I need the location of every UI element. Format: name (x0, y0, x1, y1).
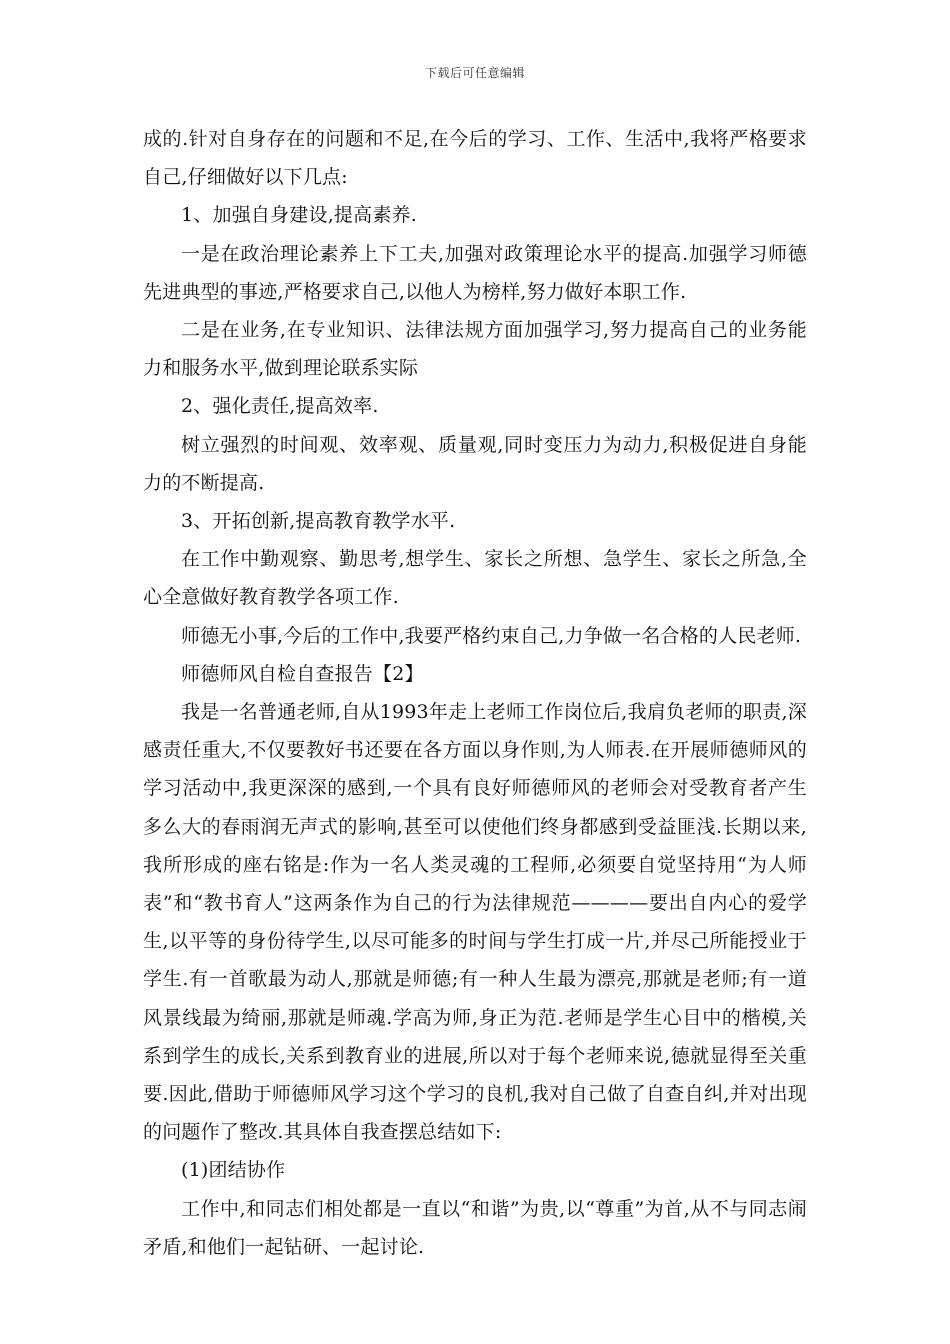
paragraph: 二是在业务,在专业知识、法律法规方面加强学习,努力提高自己的业务能力和服务水平,做到理论联系实际 (143, 319, 807, 380)
paragraph-continuation: 成的.针对自身存在的问题和不足,在今后的学习、工作、生活中,我将严格要求自己,仔细做好以下几点: (143, 128, 807, 189)
paragraph: 我是一名普通老师,自从1993年走上老师工作岗位后,我肩负老师的职责,深感责任重大,不仅要教好书还要在各方面以身作则,为人师表.在开展师德师风的学习活动中,我更深深的感到,一个具有良好师德师风的老师会对受教育者产生多么大的春雨润无声式的影响,甚至可以使他们终身都感到受益匪浅.长期以来,我所形成的座右铭是:作为一名人类灵魂的工程师,必须要自觉坚持用“为人师表”和“教书育人”这两条作为自己的行为法律规范————要出自内心的爱学生,以平等的身份待学生,以尽可能多的时间与学生打成一片,并尽己所能授业于学生.有一首歌最为动人,那就是师德;有一种人生最为漂亮,那就是老师;有一道风景线最为绮丽,那就是师魂.学高为师,身正为范.老师是学生心目中的楷模,关系到学生的成长,关系到教育业的进展,所以对于每个老师来说,德就显得至关重要.因此,借助于师德师风学习这个学习的良机,我对自己做了自查自纠,并对出现的问题作了整改.其具体自我查摆总结如下: (143, 701, 807, 1144)
paragraph-heading-2: 2、强化责任,提高效率. (181, 395, 379, 418)
page-header: 下载后可任意编辑 (424, 66, 525, 80)
paragraph: 树立强烈的时间观、效率观、质量观,同时变压力为动力,积极促进自身能力的不断提高. (143, 433, 807, 494)
section-title: 师德师风自检自查报告【2】 (181, 662, 424, 685)
paragraph: 在工作中勤观察、勤思考,想学生、家长之所想、急学生、家长之所急,全心全意做好教育教学各项工作. (143, 548, 807, 609)
paragraph-heading-3: 3、开拓创新,提高教育教学水平. (181, 510, 456, 533)
paragraph: 工作中,和同志们相处都是一直以“和谐”为贵,以“尊重”为首,从不与同志闹矛盾,和他们一起钻研、一起讨论. (143, 1197, 807, 1258)
paragraph: 一是在政治理论素养上下工夫,加强对政策理论水平的提高.加强学习师德先进典型的事迹,严格要求自己,以他人为榜样,努力做好本职工作. (143, 242, 807, 303)
paragraph-heading-1: 1、加强自身建设,提高素养. (181, 204, 417, 227)
document-body (143, 120, 807, 1266)
paragraph: 师德无小事,今后的工作中,我要严格约束自己,力争做一名合格的人民老师. (181, 624, 802, 647)
subsection-heading: (1)团结协作 (181, 1159, 286, 1182)
